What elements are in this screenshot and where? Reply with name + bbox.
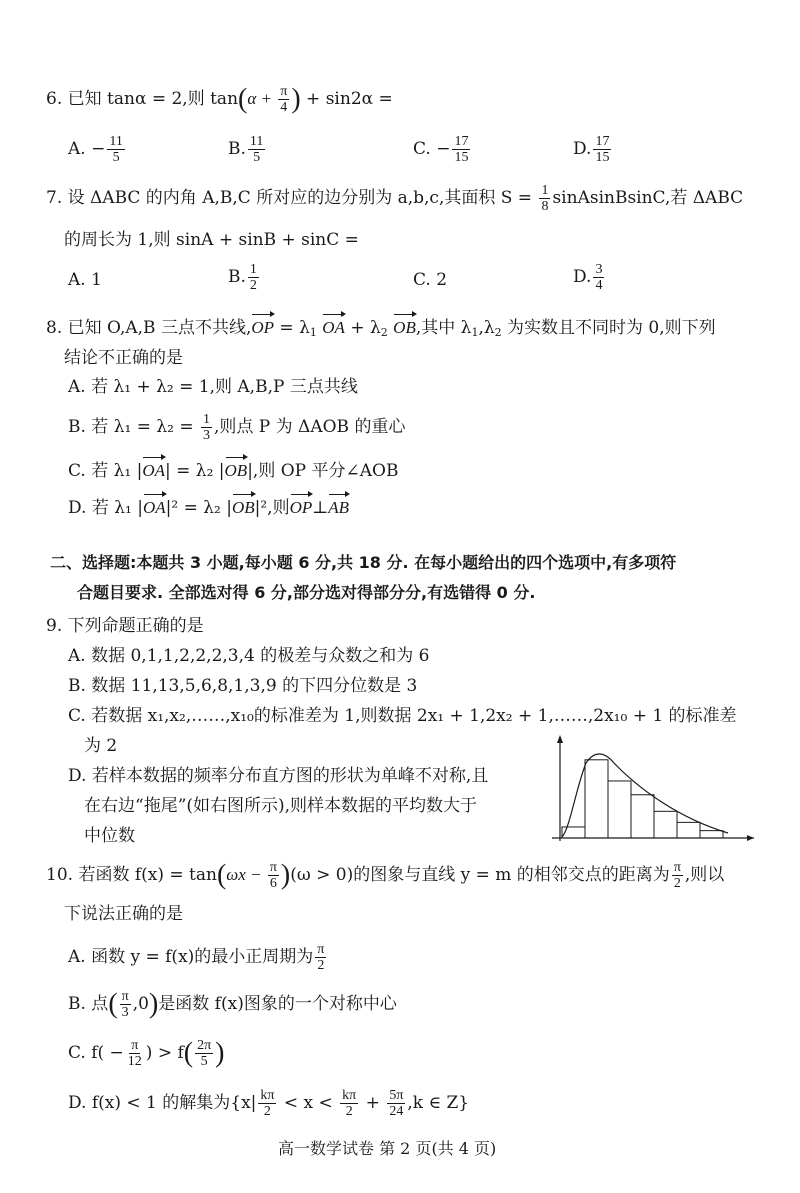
q9-option-c-line1: C. 若数据 x₁,x₂,……,x₁₀的标准差为 1,则数据 2x₁ + 1,2x₂ + 1,……,2x₁₀ + 1 的标准差: [68, 706, 737, 726]
q6-option-c: C. − $\frac{17}{15}$: [413, 134, 469, 165]
q6-option-b: B. $\frac{11}{5}$: [228, 134, 264, 165]
q9-option-d-line2: 在右边“拖尾”(如右图所示),则样本数据的平均数大于: [84, 796, 478, 816]
histogram-density-curve: [562, 754, 728, 837]
q6-option-d: D. $\frac{17}{15}$: [573, 134, 610, 165]
histogram-bar: [631, 795, 654, 838]
histogram-bar: [677, 822, 700, 838]
page-footer: 高一数学试卷 第 2 页(共 4 页): [278, 1139, 497, 1158]
q7-option-c: C. 2: [413, 270, 448, 290]
histogram-x-arrow: [747, 835, 754, 841]
q10-stem-line2: 下说法正确的是: [64, 904, 183, 924]
q7-option-b: B. $\frac{1}{2}$: [228, 262, 257, 293]
q10-option-d: D. f(x) < 1 的解集为{x| $\frac{k\pi}{2}$ < x < $\frac{k\pi}{2}$ + $\frac{5\pi}{24}$ ,k ∈ Z}: [68, 1088, 470, 1119]
histogram-bar: [562, 827, 585, 838]
histogram-bar: [608, 781, 631, 838]
q8-option-c: C. 若 λ₁ |OA| = λ₂ |OB|,则 OP 平分∠AOB: [68, 461, 399, 481]
q8-stem-line2: 结论不正确的是: [64, 348, 183, 368]
histogram-bar: [700, 831, 723, 838]
q8-option-a: A. 若 λ₁ + λ₂ = 1,则 A,B,P 三点共线: [68, 377, 358, 397]
q10-option-b: B. 点( $\frac{\pi}{3}$ ,0)是函数 f(x)图象的一个对称中心: [68, 988, 397, 1020]
q9-stem: 9. 下列命题正确的是: [46, 616, 204, 636]
q10-stem-line1: 10. 若函数 f(x) = tan(ωx − $\frac{\pi}{6}$ )(ω > 0)的图象与直线 y = m 的相邻交点的距离为 $\frac{\pi}{2}$ ,则以: [46, 859, 725, 891]
q9-option-d-line1: D. 若样本数据的频率分布直方图的形状为单峰不对称,且: [68, 766, 489, 786]
q8-option-d: D. 若 λ₁ |OA|² = λ₂ |OB|²,则OP⊥AB: [68, 498, 350, 518]
section-2-heading-line1: 二、选择题:本题共 3 小题,每小题 6 分,共 18 分. 在每小题给出的四个选项中,有多项符: [50, 553, 677, 572]
q6-stem: 6. 已知 tanα = 2,则 tan(α + $\frac{\pi}{4}$ ) + sin2α =: [46, 83, 393, 115]
q8-option-b: B. 若 λ₁ = λ₂ = $\frac{1}{3}$ ,则点 P 为 ΔAOB 的重心: [68, 412, 406, 443]
q9-option-c-line2: 为 2: [84, 736, 118, 756]
histogram-bar: [654, 811, 677, 838]
q10-option-c: C. f( − $\frac{\pi}{12}$ ) > f( $\frac{2\pi}{5}$ ): [68, 1037, 225, 1069]
q7-stem-line2: 的周长为 1,则 sinA + sinB + sinC =: [64, 230, 359, 250]
histogram-bar: [585, 760, 608, 838]
section-2-heading-line2: 合题目要求. 全部选对得 6 分,部分选对得部分分,有选错得 0 分.: [77, 583, 536, 602]
q9-option-d-line3: 中位数: [84, 826, 135, 846]
histogram-y-arrow: [557, 735, 563, 743]
frequency-histogram-figure: [548, 733, 758, 843]
q9-option-b: B. 数据 11,13,5,6,8,1,3,9 的下四分位数是 3: [68, 676, 418, 696]
q7-stem-line1: 7. 设 ΔABC 的内角 A,B,C 所对应的边分别为 a,b,c,其面积 S = $\frac{1}{8}$ sinAsinBsinC,若 ΔABC: [46, 183, 744, 214]
q7-option-a: A. 1: [68, 270, 102, 290]
q6-option-a: A. − $\frac{11}{5}$: [68, 134, 123, 165]
q7-option-d: D. $\frac{3}{4}$: [573, 262, 603, 293]
q9-option-a: A. 数据 0,1,1,2,2,2,3,4 的极差与众数之和为 6: [68, 646, 430, 666]
q8-stem-line1: 8. 已知 O,A,B 三点不共线$,OP = \lambda_1$ OA + $\lambda_2$ OB,其中 $\lambda_1,\lambda_2$ 为实数且不同时为 0,则下列: [46, 318, 716, 339]
q10-option-a: A. 函数 y = f(x)的最小正周期为 $\frac{\pi}{2}$: [68, 942, 325, 973]
